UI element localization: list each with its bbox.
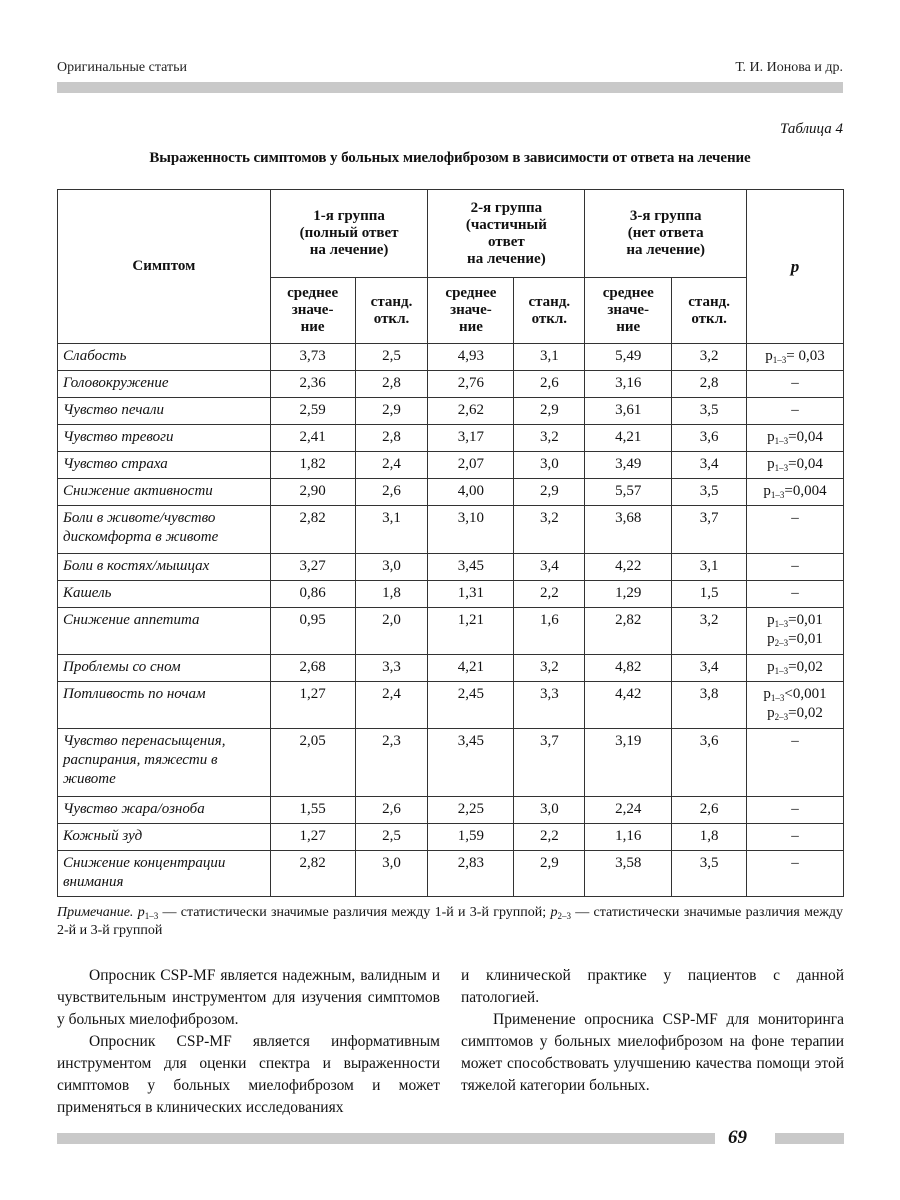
p-value-line	[752, 455, 838, 474]
p-value: =0,01	[788, 612, 823, 628]
symptom-cell	[58, 824, 271, 851]
p-value-line	[752, 482, 838, 501]
table-row	[58, 425, 844, 452]
header-line: откл.	[691, 310, 727, 327]
note-text1: — статистически значимые различия между 1-й и 3-й группой;	[158, 905, 551, 920]
p-value-line	[752, 401, 838, 420]
mean-cell: 2,82	[270, 851, 355, 897]
header-line: 1-я группа	[313, 208, 385, 224]
note-label: Примечание.	[57, 905, 134, 920]
p-symbol: –	[791, 585, 799, 601]
mean-cell: 3,17	[428, 425, 514, 452]
symptom-line: Слабость	[63, 348, 127, 364]
mean-cell: 4,82	[585, 655, 672, 682]
sd-cell: 3,2	[514, 506, 585, 554]
p-value-cell	[747, 682, 844, 729]
sd-cell: 1,8	[672, 824, 747, 851]
sd-cell: 2,4	[355, 682, 428, 729]
p-symbol: –	[791, 801, 799, 817]
mean-cell: 3,45	[428, 729, 514, 797]
sd-cell: 2,9	[514, 398, 585, 425]
mean-cell: 4,00	[428, 479, 514, 506]
table-row	[58, 581, 844, 608]
header-line: среднее	[602, 285, 654, 301]
p-value-cell	[747, 479, 844, 506]
p-value-cell	[747, 797, 844, 824]
paragraph: и клинической практике у пациентов с данной патологией.	[461, 967, 844, 1006]
p-value-line	[752, 827, 838, 846]
p-header	[747, 190, 844, 344]
p-symbol: –	[791, 733, 799, 749]
sd-cell: 3,1	[355, 506, 428, 554]
sd-cell: 2,6	[355, 479, 428, 506]
sd-cell: 1,6	[514, 608, 585, 655]
p-value: = 0,03	[786, 348, 825, 364]
symptom-line: Чувство жара/озноба	[63, 801, 205, 817]
p-subscript: 1–3	[774, 436, 789, 446]
mean-cell: 3,10	[428, 506, 514, 554]
table-body	[58, 344, 844, 897]
table-row	[58, 655, 844, 682]
mean-header	[585, 278, 672, 344]
table-row	[58, 344, 844, 371]
p-symbol: –	[791, 402, 799, 418]
symptom-line: Кожный зуд	[63, 828, 143, 844]
p-subscript: 2–3	[774, 712, 789, 722]
table-row	[58, 824, 844, 851]
symptom-line: дискомфорта в животе	[63, 529, 219, 545]
p-value-line	[752, 557, 838, 576]
sd-cell: 3,4	[514, 554, 585, 581]
sd-cell: 2,9	[355, 398, 428, 425]
paragraph: Опросник CSP-MF является информативным инструментом для оценки спектра и выраженности симптомов у больных миелофиброзом и может применяться в клинических исследованиях	[57, 1033, 440, 1116]
symptom-line: Чувство страха	[63, 456, 168, 472]
sd-cell: 2,2	[514, 824, 585, 851]
sd-cell: 3,5	[672, 851, 747, 897]
paragraph: Опросник CSP-MF является надежным, валидным и чувствительным инструментом для изучения симптомов у больных миелофиброзом.	[57, 967, 440, 1028]
symptom-line: Снижение концентрации	[63, 855, 226, 871]
mean-cell: 1,27	[270, 682, 355, 729]
p-value-cell	[747, 729, 844, 797]
sd-cell: 3,0	[514, 797, 585, 824]
p-symbol: p	[767, 631, 775, 647]
header-line: станд.	[370, 293, 413, 310]
p-subscript: 1–3	[772, 355, 787, 365]
section-name: Оригинальные статьи	[57, 60, 187, 75]
symptom-line: Чувство перенасыщения,	[63, 733, 226, 749]
table-row	[58, 682, 844, 729]
sd-cell: 3,2	[514, 655, 585, 682]
header-line: (нет ответа	[627, 225, 704, 241]
sd-cell: 2,6	[355, 797, 428, 824]
p-value-cell	[747, 608, 844, 655]
header-line: откл.	[373, 310, 410, 327]
p-symbol: –	[791, 510, 799, 526]
note-p1-sub: 1–3	[144, 911, 159, 921]
sd-cell: 3,0	[355, 851, 428, 897]
body-column-left	[57, 965, 440, 1119]
p-symbol: –	[791, 828, 799, 844]
mean-cell: 2,90	[270, 479, 355, 506]
p-symbol: –	[791, 375, 799, 391]
mean-cell: 3,16	[585, 371, 672, 398]
table-row	[58, 398, 844, 425]
header-line: 3-я группа	[629, 208, 702, 224]
table-row	[58, 851, 844, 897]
mean-cell: 1,55	[270, 797, 355, 824]
mean-cell: 3,68	[585, 506, 672, 554]
mean-cell: 1,16	[585, 824, 672, 851]
header-line: откл.	[531, 310, 568, 327]
paragraph: Применение опросника CSP-MF для мониторинга симптомов у больных миелофиброзом на фоне терапии может способствовать улучшению качества помощи этой тяжелой категории больных.	[461, 1011, 844, 1094]
sd-cell: 2,9	[514, 479, 585, 506]
header-line: на лечение)	[626, 242, 705, 258]
p-value-cell	[747, 655, 844, 682]
p-subscript: 1–3	[774, 619, 789, 629]
sd-cell: 1,8	[355, 581, 428, 608]
mean-cell: 2,41	[270, 425, 355, 452]
p-value: =0,004	[784, 483, 827, 499]
sd-cell: 2,6	[672, 797, 747, 824]
header-line: на лечение)	[467, 250, 546, 267]
p-value-cell	[747, 851, 844, 897]
symptom-cell	[58, 851, 271, 897]
p-value-line	[752, 509, 838, 528]
mean-cell: 1,82	[270, 452, 355, 479]
mean-cell: 2,82	[585, 608, 672, 655]
sd-cell: 2,8	[355, 371, 428, 398]
header-line: станд.	[528, 293, 571, 310]
p-value-line	[752, 630, 838, 649]
symptom-cell	[58, 682, 271, 729]
sd-cell: 2,3	[355, 729, 428, 797]
sd-cell: 3,6	[672, 729, 747, 797]
authors: Т. И. Ионова и др.	[735, 60, 843, 75]
symptom-line: Чувство тревоги	[63, 429, 174, 445]
symptom-line: Потливость по ночам	[63, 686, 206, 702]
p-value: <0,001	[784, 686, 827, 702]
sd-cell: 3,4	[672, 655, 747, 682]
p-value-line	[752, 800, 838, 819]
mean-cell: 2,82	[270, 506, 355, 554]
mean-cell: 3,27	[270, 554, 355, 581]
header-line: значе-	[291, 302, 334, 318]
mean-cell: 5,57	[585, 479, 672, 506]
page-number: 69	[728, 1127, 747, 1148]
p-symbol: p	[767, 456, 775, 472]
symptom-line: Снижение аппетита	[63, 612, 200, 628]
header-line: ние	[458, 319, 483, 335]
p-symbol: p	[765, 348, 773, 364]
header-line: станд.	[688, 293, 730, 310]
sd-cell: 3,2	[514, 425, 585, 452]
p-value: =0,02	[788, 659, 823, 675]
header-line: значе-	[450, 302, 492, 318]
mean-cell: 1,21	[428, 608, 514, 655]
mean-header	[428, 278, 514, 344]
table-row	[58, 608, 844, 655]
symptom-line: внимания	[63, 874, 124, 890]
symptom-cell	[58, 554, 271, 581]
mean-header	[270, 278, 355, 344]
symptom-line: Кашель	[63, 585, 112, 601]
p-value-line	[752, 685, 838, 704]
mean-cell: 2,59	[270, 398, 355, 425]
p-value-line	[752, 428, 838, 447]
mean-cell: 2,45	[428, 682, 514, 729]
header-line: на лечение)	[309, 242, 389, 258]
symptom-table	[57, 189, 844, 897]
mean-cell: 3,49	[585, 452, 672, 479]
sd-cell: 2,2	[514, 581, 585, 608]
mean-cell: 4,21	[585, 425, 672, 452]
mean-cell: 2,68	[270, 655, 355, 682]
sd-cell: 2,8	[355, 425, 428, 452]
sd-cell: 3,0	[514, 452, 585, 479]
symptom-cell	[58, 398, 271, 425]
p-symbol: –	[791, 558, 799, 574]
symptom-cell	[58, 581, 271, 608]
mean-cell: 2,05	[270, 729, 355, 797]
header-line: ответ	[487, 233, 525, 250]
sd-cell: 3,2	[672, 608, 747, 655]
group3-header	[585, 190, 747, 278]
p-value-cell	[747, 581, 844, 608]
header-line: ние	[616, 319, 641, 335]
note-p2: p	[550, 905, 558, 920]
p-value: =0,04	[788, 456, 823, 472]
header-line: (частичный	[465, 216, 547, 233]
mean-cell: 0,86	[270, 581, 355, 608]
mean-cell: 1,29	[585, 581, 672, 608]
footer-rule-right	[775, 1133, 844, 1144]
symptom-cell	[58, 344, 271, 371]
group1-header	[270, 190, 428, 278]
table-label: Таблица 4	[780, 121, 843, 137]
body-column-right	[461, 965, 844, 1097]
mean-cell: 3,58	[585, 851, 672, 897]
p-value: =0,04	[788, 429, 823, 445]
mean-cell: 4,93	[428, 344, 514, 371]
sd-cell: 3,1	[514, 344, 585, 371]
mean-cell: 1,27	[270, 824, 355, 851]
p-subscript: 1–3	[774, 666, 789, 676]
header-rule	[57, 82, 843, 93]
p-value-cell	[747, 344, 844, 371]
symptom-cell	[58, 506, 271, 554]
sd-cell: 3,1	[672, 554, 747, 581]
mean-cell: 2,07	[428, 452, 514, 479]
p-value-line	[752, 704, 838, 723]
sd-cell: 3,6	[672, 425, 747, 452]
symptom-cell	[58, 479, 271, 506]
symptom-line: Чувство печали	[63, 402, 165, 418]
table-row	[58, 371, 844, 398]
sd-cell: 3,0	[355, 554, 428, 581]
sd-header	[355, 278, 428, 344]
p-symbol: –	[791, 855, 799, 871]
p-symbol: p	[767, 612, 775, 628]
mean-cell: 3,19	[585, 729, 672, 797]
header-line: среднее	[445, 285, 497, 301]
p-value-cell	[747, 425, 844, 452]
mean-cell: 2,83	[428, 851, 514, 897]
symptom-line: Головокружение	[63, 375, 169, 391]
p-subscript: 1–3	[774, 463, 789, 473]
p-value-line	[752, 732, 838, 751]
mean-cell: 4,42	[585, 682, 672, 729]
note-p2-sub: 2–3	[557, 911, 571, 921]
header-line: среднее	[287, 285, 339, 301]
symptom-header: Симптом	[58, 190, 271, 344]
p-value-cell	[747, 452, 844, 479]
symptom-cell	[58, 729, 271, 797]
p-symbol: p	[763, 686, 771, 702]
p-subscript: 2–3	[774, 638, 789, 648]
mean-cell: 1,59	[428, 824, 514, 851]
mean-cell: 2,62	[428, 398, 514, 425]
mean-cell: 3,45	[428, 554, 514, 581]
sd-cell: 3,5	[672, 479, 747, 506]
sd-cell: 3,2	[672, 344, 747, 371]
symptom-line: Боли в животе/чувство	[63, 510, 216, 526]
p-value-line	[752, 658, 838, 677]
sd-cell: 3,7	[672, 506, 747, 554]
symptom-cell	[58, 608, 271, 655]
table-row	[58, 797, 844, 824]
symptom-cell	[58, 425, 271, 452]
symptom-line: Боли в костях/мышцах	[63, 558, 210, 574]
p-value-line	[752, 854, 838, 873]
sd-cell: 2,9	[514, 851, 585, 897]
sd-cell: 3,3	[355, 655, 428, 682]
table-row	[58, 452, 844, 479]
p-symbol: p	[767, 659, 775, 675]
p-value-cell	[747, 371, 844, 398]
p-subscript: 1–3	[770, 490, 785, 500]
p-subscript: 1–3	[770, 693, 785, 703]
mean-cell: 0,95	[270, 608, 355, 655]
header-line: (полный ответ	[299, 225, 399, 241]
sd-cell: 3,3	[514, 682, 585, 729]
p-header-text: p	[790, 257, 800, 276]
note-text2: — статистически значимые различия между 2-й и 3-й группой	[57, 905, 844, 938]
sd-cell: 2,0	[355, 608, 428, 655]
symptom-line: Снижение активности	[63, 483, 213, 499]
table-row	[58, 729, 844, 797]
p-value-cell	[747, 506, 844, 554]
header-line: 2-я группа	[470, 199, 543, 216]
sd-header	[514, 278, 585, 344]
symptom-line: Проблемы со сном	[63, 659, 181, 675]
sd-header	[672, 278, 747, 344]
p-value-cell	[747, 398, 844, 425]
p-value-line	[752, 347, 838, 366]
symptom-cell	[58, 452, 271, 479]
header-line: значе-	[607, 302, 650, 318]
mean-cell: 2,24	[585, 797, 672, 824]
table-row	[58, 554, 844, 581]
symptom-cell	[58, 797, 271, 824]
mean-cell: 2,76	[428, 371, 514, 398]
p-value-cell	[747, 554, 844, 581]
mean-cell: 3,73	[270, 344, 355, 371]
p-value: =0,02	[788, 705, 823, 721]
mean-cell: 2,25	[428, 797, 514, 824]
sd-cell: 3,5	[672, 398, 747, 425]
mean-cell: 1,31	[428, 581, 514, 608]
p-symbol: p	[763, 483, 771, 499]
table-row	[58, 506, 844, 554]
sd-cell: 1,5	[672, 581, 747, 608]
mean-cell: 2,36	[270, 371, 355, 398]
sd-cell: 2,5	[355, 824, 428, 851]
symptom-cell	[58, 655, 271, 682]
p-value-line	[752, 611, 838, 630]
symptom-line: животе	[63, 771, 116, 787]
p-value-line	[752, 584, 838, 603]
sd-cell: 2,8	[672, 371, 747, 398]
p-value-line	[752, 374, 838, 393]
sd-cell: 2,4	[355, 452, 428, 479]
symptom-cell	[58, 371, 271, 398]
table-title: Выраженность симптомов у больных миелофиброзом в зависимости от ответа на лечение	[149, 150, 751, 166]
p-value-cell	[747, 824, 844, 851]
sd-cell: 2,6	[514, 371, 585, 398]
table-row	[58, 479, 844, 506]
sd-cell: 3,8	[672, 682, 747, 729]
mean-cell: 3,61	[585, 398, 672, 425]
sd-cell: 3,7	[514, 729, 585, 797]
table-note	[57, 904, 843, 940]
mean-cell: 4,21	[428, 655, 514, 682]
mean-cell: 4,22	[585, 554, 672, 581]
header-line: ние	[300, 319, 325, 335]
sd-cell: 3,4	[672, 452, 747, 479]
mean-cell: 5,49	[585, 344, 672, 371]
note-p1: p	[137, 905, 145, 920]
sd-cell: 2,5	[355, 344, 428, 371]
running-header	[57, 60, 843, 76]
p-symbol: p	[767, 429, 775, 445]
group2-header	[428, 190, 585, 278]
symptom-line: распирания, тяжести в	[63, 752, 218, 768]
p-value: =0,01	[788, 631, 823, 647]
footer-rule	[57, 1133, 715, 1144]
p-symbol: p	[767, 705, 775, 721]
